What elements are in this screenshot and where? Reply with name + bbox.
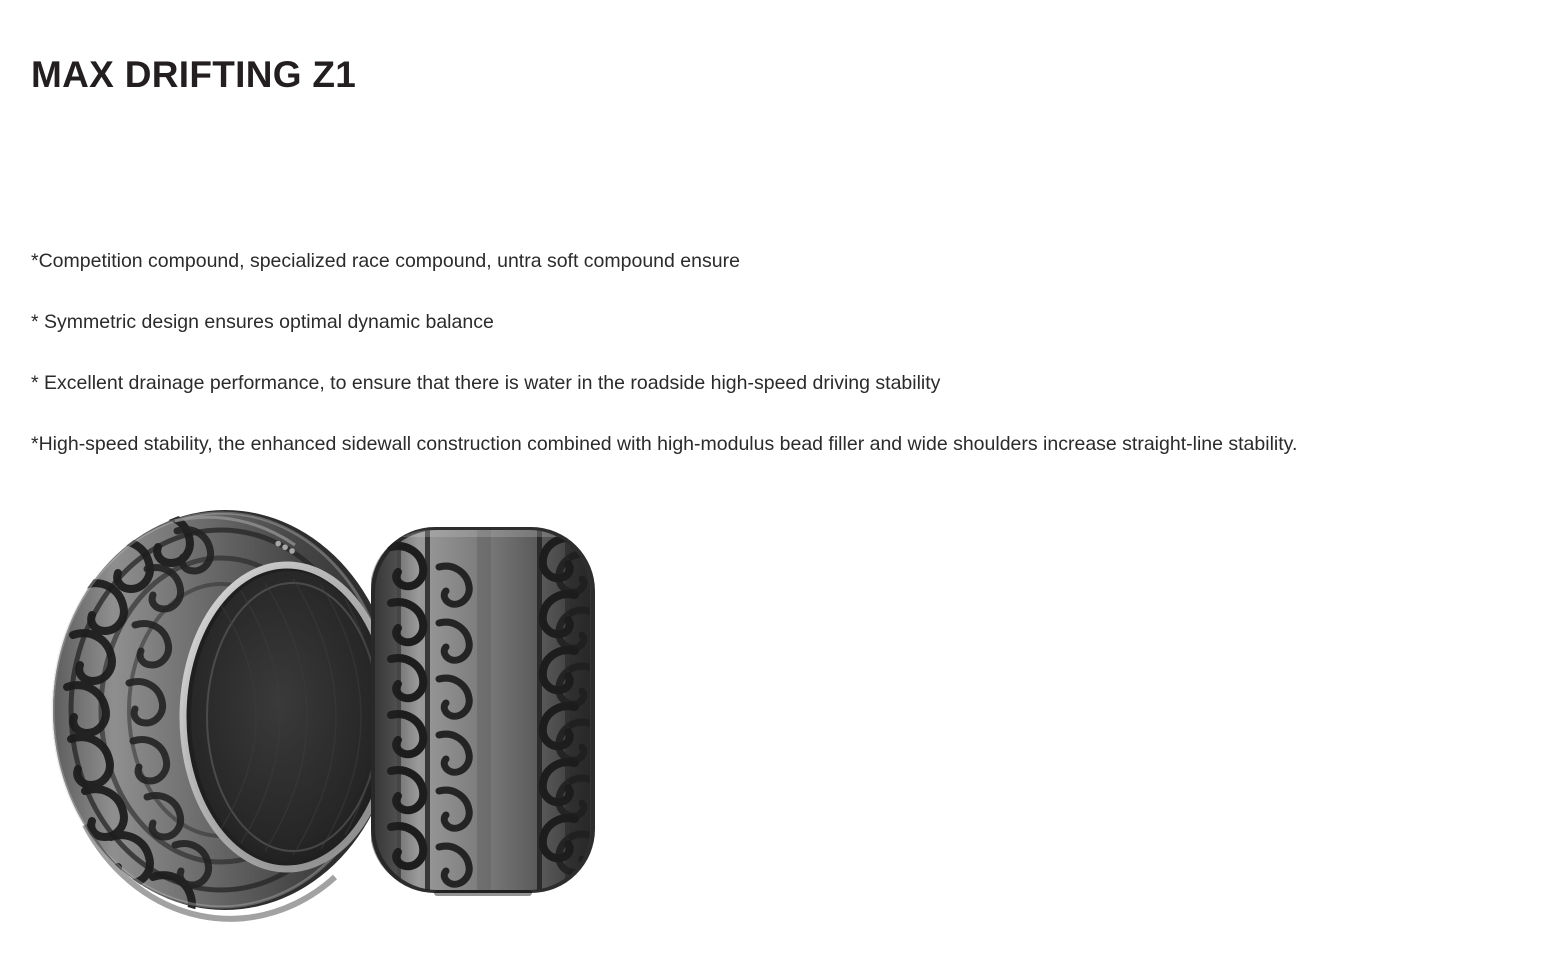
tire-front-view bbox=[371, 525, 595, 895]
list-item: * Symmetric design ensures optimal dynamic balance bbox=[31, 310, 494, 333]
page-title: MAX DRIFTING Z1 bbox=[31, 53, 357, 95]
list-item: *Competition compound, specialized race compound, untra soft compound ensure bbox=[31, 249, 740, 272]
tire-angled-view bbox=[53, 510, 397, 923]
tire-product-image bbox=[25, 495, 605, 925]
list-item: * Excellent drainage performance, to ensure that there is water in the roadside high-speed driving stability bbox=[31, 372, 941, 395]
svg-text:●●●: ●●● bbox=[271, 534, 300, 559]
list-item: *High-speed stability, the enhanced sidewall construction combined with high-modulus bead filler and wide shoulders increase straight-line stability. bbox=[31, 433, 1298, 456]
feature-list bbox=[31, 228, 1511, 458]
